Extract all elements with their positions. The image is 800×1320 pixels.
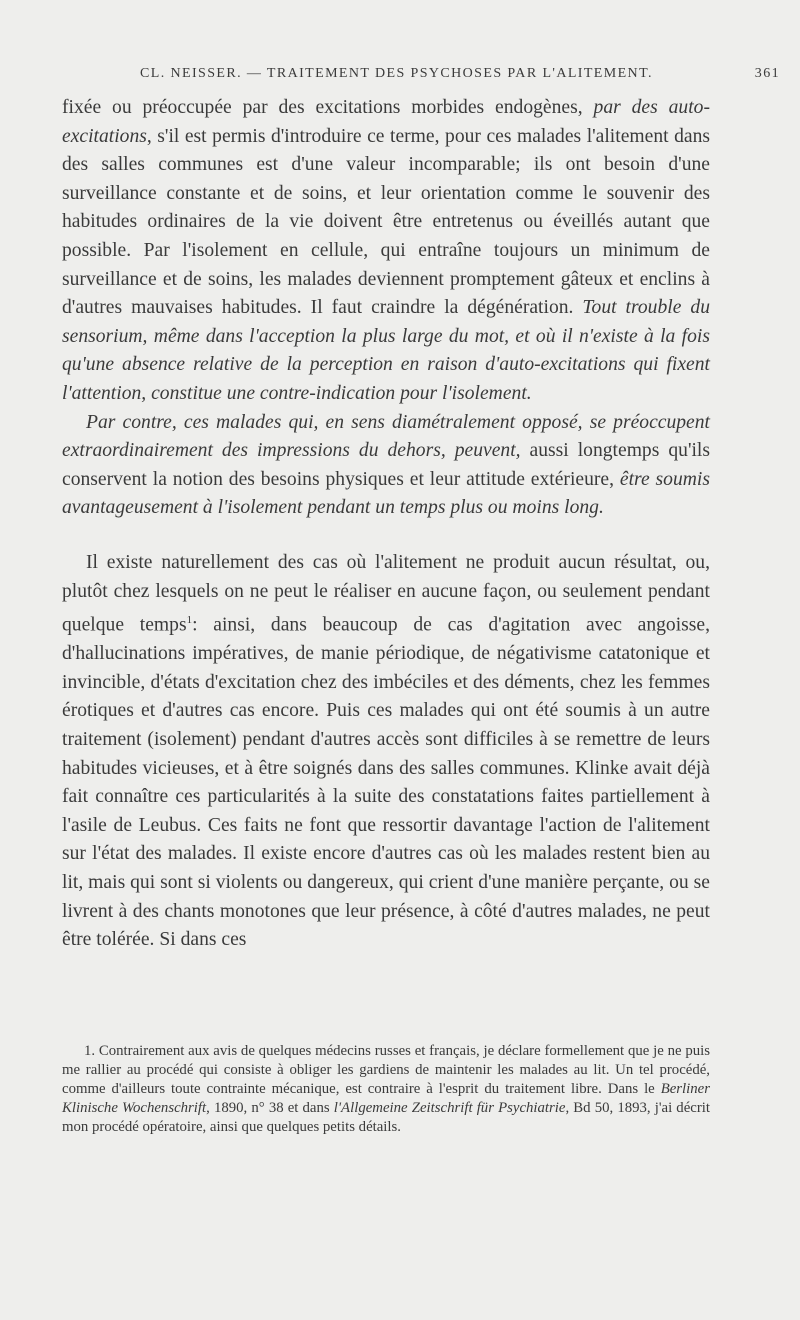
footnote-text-a: 1. Contrairement aux avis de quelques médecins russes et français, je déclare formellement que je ne puis me rallier au procédé qui consiste à obliger les gardiens de maintenir les malades au lit. Un tel procédé, comme d'ailleurs toute contrainte mécanique, est contraire à l'esprit du traitement libre. Dans le: [62, 1043, 710, 1097]
running-header: [140, 66, 780, 90]
paragraph-1-italic-b: Tout trouble du sensorium, même dans l'acception la plus large du mot, et où il n'existe à la fois qu'une absence relative de la perception en raison d'auto-excitations qui fixent l'attention, constitue une contre-indication pour l'isolement.: [62, 297, 710, 404]
paragraph-2-text-a: aussi longtemps qu'ils conservent la notion des besoins physiques et leur attitude extérieure,: [62, 440, 710, 490]
paragraph-2-italic-b: être soumis avantageusement à l'isolement pendant un temps plus ou moins long.: [62, 468, 710, 519]
footnote-text-b: , 1890, n° 38 et dans: [206, 1100, 334, 1116]
paragraph-1: [62, 94, 710, 409]
paragraph-1-text-a: fixée ou préoccupée par des excitations morbides endogènes,: [62, 97, 594, 118]
paragraph-3-text-a: Il existe naturellement des cas où l'alitement ne produit aucun résultat, ou, plutôt chez lesquels on ne peut le réaliser en aucune façon, ou seulement pendant quelque temps: [62, 551, 710, 636]
footnote-text-c: , Bd 50, 1893, j'ai décrit mon procédé opératoire, ainsi que quelques petits détails.: [62, 1100, 710, 1135]
paragraph-1-italic-a: par des auto-excitations: [62, 97, 710, 147]
running-title: CL. NEISSER. — TRAITEMENT DES PSYCHOSES PAR L'ALITEMENT.: [140, 66, 653, 81]
page-number: 361: [754, 66, 780, 81]
paragraph-3-text-b: : ainsi, dans beaucoup de cas d'agitation avec angoisse, d'hallucinations impératives, de manie périodique, de négativisme catatonique et invincible, d'états d'excitation chez des imbéciles et des déments, chez les femmes érotiques et d'autres cas encore. Puis ces malades qui ont été soumis à un autre traitement (isolement) pendant d'autres accès sont difficiles à se remettre de leurs habitudes vicieuses, et à être soignés dans des salles communes. Klinke avait déjà fait connaître ces particularités à la suite des constatations faites partiellement à l'asile de Leubus. Ces faits ne font que ressortir davantage l'action de l'alitement sur l'état des malades. Il existe encore d'autres cas où les malades restent bien au lit, mais qui sont si violents ou dangereux, qui crient d'une manière perçante, ou se livrent à des chants monotones que leur présence, à côté d'autres malades, ne peut être tolérée. Si dans ces: [62, 614, 711, 951]
footnote: [62, 1042, 710, 1137]
paragraph-1-text-b: , s'il est permis d'introduire ce terme, pour ces malades l'alitement dans des salles communes est d'une valeur incomparable; ils ont besoin d'une surveillance constante et de soins, et leur orientation comme le souvenir des habitudes ordinaires de la vie doivent être entretenus ou éveillés autant que possible. Par l'isolement en cellule, qui entraîne toujours un minimum de surveillance et de soins, les malades deviennent promptement gâteux et enclins à d'autres mauvaises habitudes. Il faut craindre la dégénération.: [62, 125, 710, 319]
paragraph-3: [62, 549, 710, 955]
body-text: [62, 94, 710, 955]
footnote-text: [62, 1042, 710, 1137]
footnote-reference: 1: [186, 614, 193, 627]
paragraph-2-italic-a: Par contre, ces malades qui, en sens diamétralement opposé, se préoccupent extraordinairement des impressions du dehors, peuvent,: [62, 411, 710, 462]
footnote-italic-a: Berliner Klinische Wochenschrift: [62, 1081, 710, 1116]
paragraph-2: [62, 409, 710, 523]
footnote-italic-b: l'Allgemeine Zeitschrift für Psychiatrie: [333, 1100, 566, 1116]
